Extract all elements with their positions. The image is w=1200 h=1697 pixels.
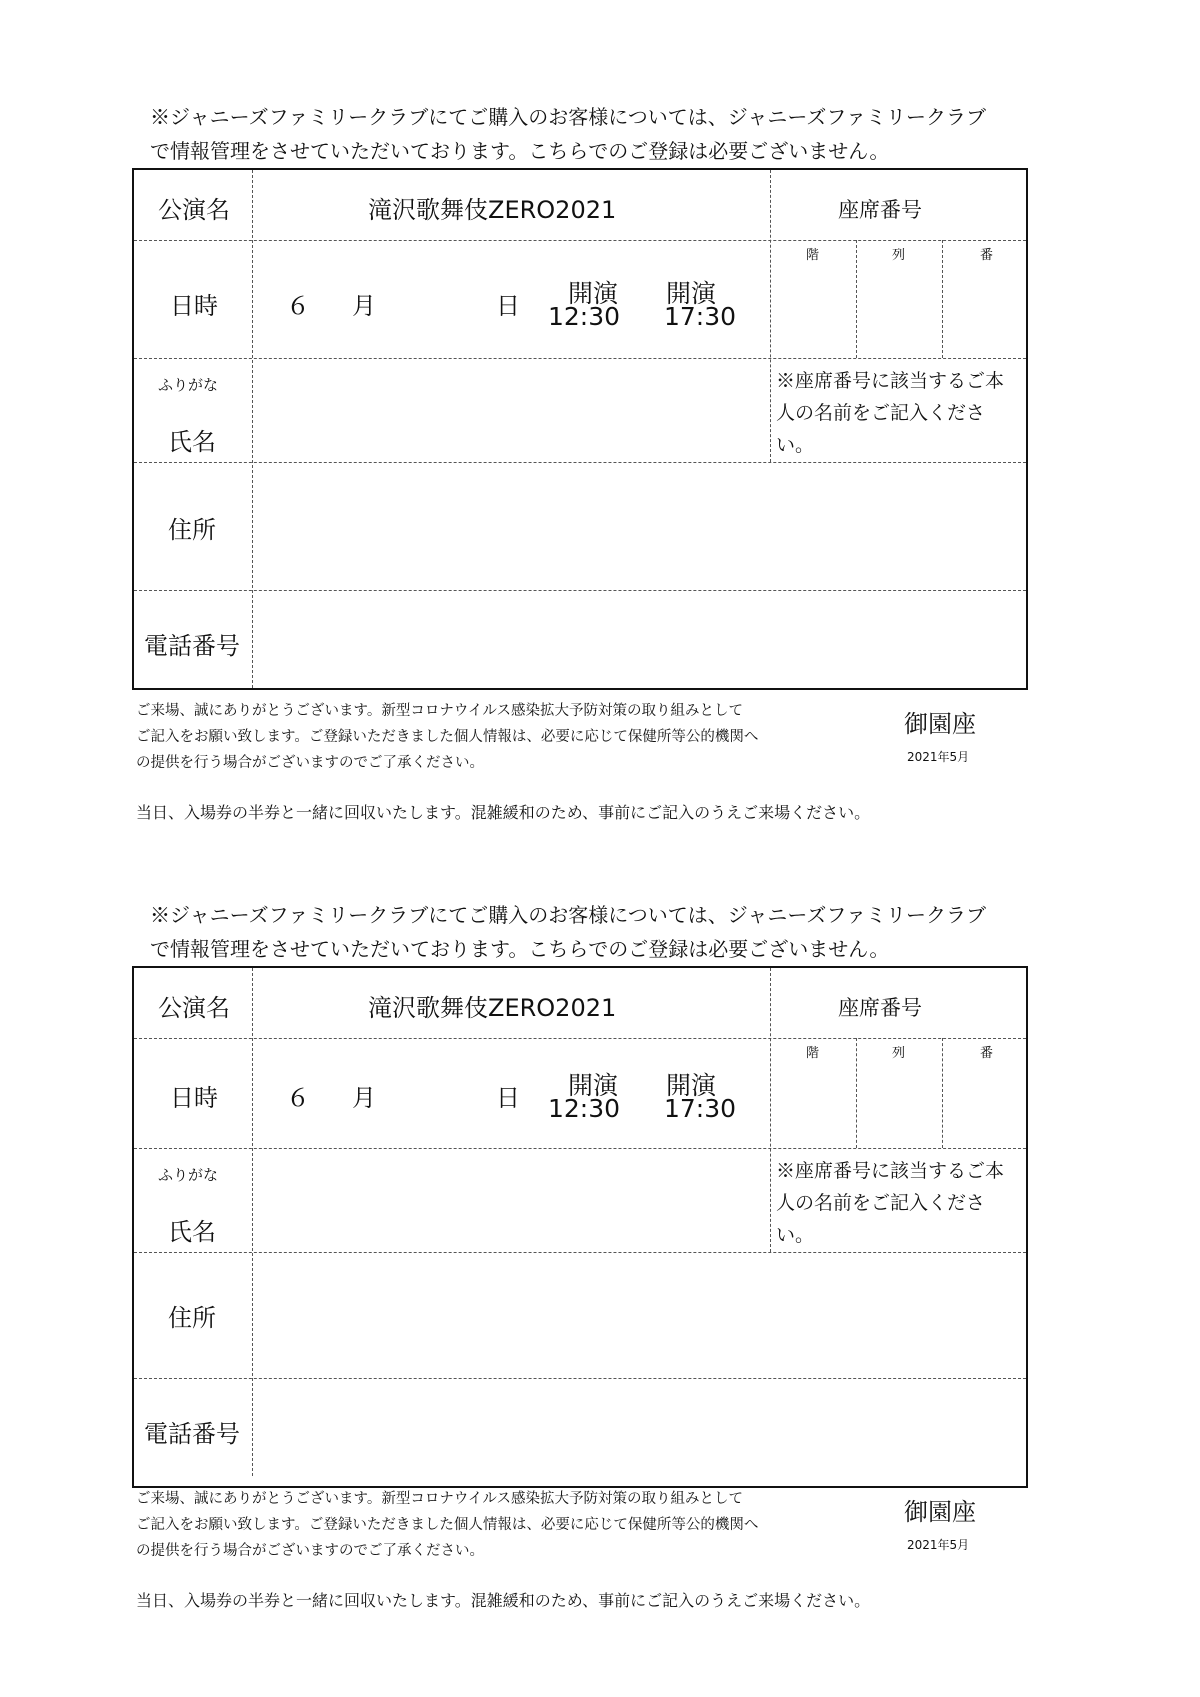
footer-line-1: ご来場、誠にありがとうございます。新型コロナウイルス感染拡大予防対策の取り組みとして	[136, 1491, 743, 1507]
phone-label: 電話番号	[144, 632, 240, 660]
notice-line-1: ※ジャニーズファミリークラブにてご購入のお客様については、ジャニーズファミリークラブ	[150, 903, 986, 927]
issue-date: 2021年5月	[907, 1538, 970, 1552]
theatre-name: 御園座	[904, 710, 976, 738]
day-unit[interactable]: 日	[496, 292, 520, 320]
name-label: 氏名	[168, 1218, 216, 1246]
show-time-2[interactable]: 17:30	[664, 1094, 737, 1123]
performance-label: 公演名	[158, 196, 230, 224]
furigana-label: ふりがな	[158, 376, 219, 394]
seat-row-label: 列	[892, 248, 906, 263]
month-value[interactable]: ６	[286, 1084, 310, 1112]
notice-line-1: ※ジャニーズファミリークラブにてご購入のお客様については、ジャニーズファミリークラブ	[150, 105, 986, 129]
footer-line-3: の提供を行う場合がございますのでご了承ください。	[136, 1543, 484, 1559]
seat-number-label: 座席番号	[838, 198, 922, 222]
theatre-name: 御園座	[904, 1498, 976, 1526]
issue-date: 2021年5月	[907, 750, 970, 764]
furigana-label: ふりがな	[158, 1166, 219, 1184]
performance-title: 滝沢歌舞伎ZERO2021	[368, 994, 617, 1022]
show-label-1: 開演	[568, 279, 619, 308]
footer-line-2: ご記入をお願い致します。ご登録いただきました個人情報は、必要に応じて保健所等公的機関へ	[136, 729, 759, 745]
registration-table	[132, 966, 1028, 1488]
registration-form-2	[0, 798, 1200, 1610]
notice-line-2: で情報管理をさせていただいております。こちらでのご登録は必要ございません。	[150, 937, 890, 961]
seat-number-label: 座席番号	[838, 996, 922, 1020]
footer-bottom: 当日、入場券の半券と一緒に回収いたします。混雑緩和のため、事前にご記入のうえご来場ください。	[136, 803, 871, 822]
show-label-2: 開演	[666, 279, 717, 308]
month-value[interactable]: ６	[286, 292, 310, 320]
performance-title: 滝沢歌舞伎ZERO2021	[368, 196, 617, 224]
seat-note-line-3: い。	[776, 1224, 815, 1246]
seat-note-line-3: い。	[776, 434, 815, 456]
show-time-1[interactable]: 12:30	[548, 1094, 621, 1123]
footer-line-3: の提供を行う場合がございますのでご了承ください。	[136, 755, 484, 771]
registration-table	[132, 168, 1028, 690]
name-label: 氏名	[168, 428, 216, 456]
seat-note-line-2: 人の名前をご記入くださ	[776, 402, 986, 424]
footer-line-1: ご来場、誠にありがとうございます。新型コロナウイルス感染拡大予防対策の取り組みとして	[136, 703, 743, 719]
seat-note-line-1: ※座席番号に該当するご本	[776, 1160, 1005, 1182]
performance-label: 公演名	[158, 994, 230, 1022]
address-label: 住所	[168, 516, 216, 544]
show-label-1: 開演	[568, 1071, 619, 1100]
seat-floor-label: 階	[806, 248, 820, 263]
month-unit: 月	[352, 292, 376, 320]
show-label-2: 開演	[666, 1071, 717, 1100]
show-time-1[interactable]: 12:30	[548, 302, 621, 331]
seat-row-label: 列	[892, 1046, 906, 1061]
datetime-label: 日時	[170, 292, 218, 320]
address-label: 住所	[168, 1304, 216, 1332]
month-unit: 月	[352, 1084, 376, 1112]
seat-num-label: 番	[980, 1046, 994, 1061]
seat-floor-label: 階	[806, 1046, 820, 1061]
registration-form-1	[0, 0, 1200, 822]
seat-num-label: 番	[980, 248, 994, 263]
footer-bottom: 当日、入場券の半券と一緒に回収いたします。混雑緩和のため、事前にご記入のうえご来場ください。	[136, 1591, 871, 1610]
seat-note-line-1: ※座席番号に該当するご本	[776, 370, 1005, 392]
seat-note-line-2: 人の名前をご記入くださ	[776, 1192, 986, 1214]
datetime-label: 日時	[170, 1084, 218, 1112]
notice-line-2: で情報管理をさせていただいております。こちらでのご登録は必要ございません。	[150, 139, 890, 163]
day-unit[interactable]: 日	[496, 1084, 520, 1112]
phone-label: 電話番号	[144, 1420, 240, 1448]
show-time-2[interactable]: 17:30	[664, 302, 737, 331]
footer-line-2: ご記入をお願い致します。ご登録いただきました個人情報は、必要に応じて保健所等公的機関へ	[136, 1517, 759, 1533]
